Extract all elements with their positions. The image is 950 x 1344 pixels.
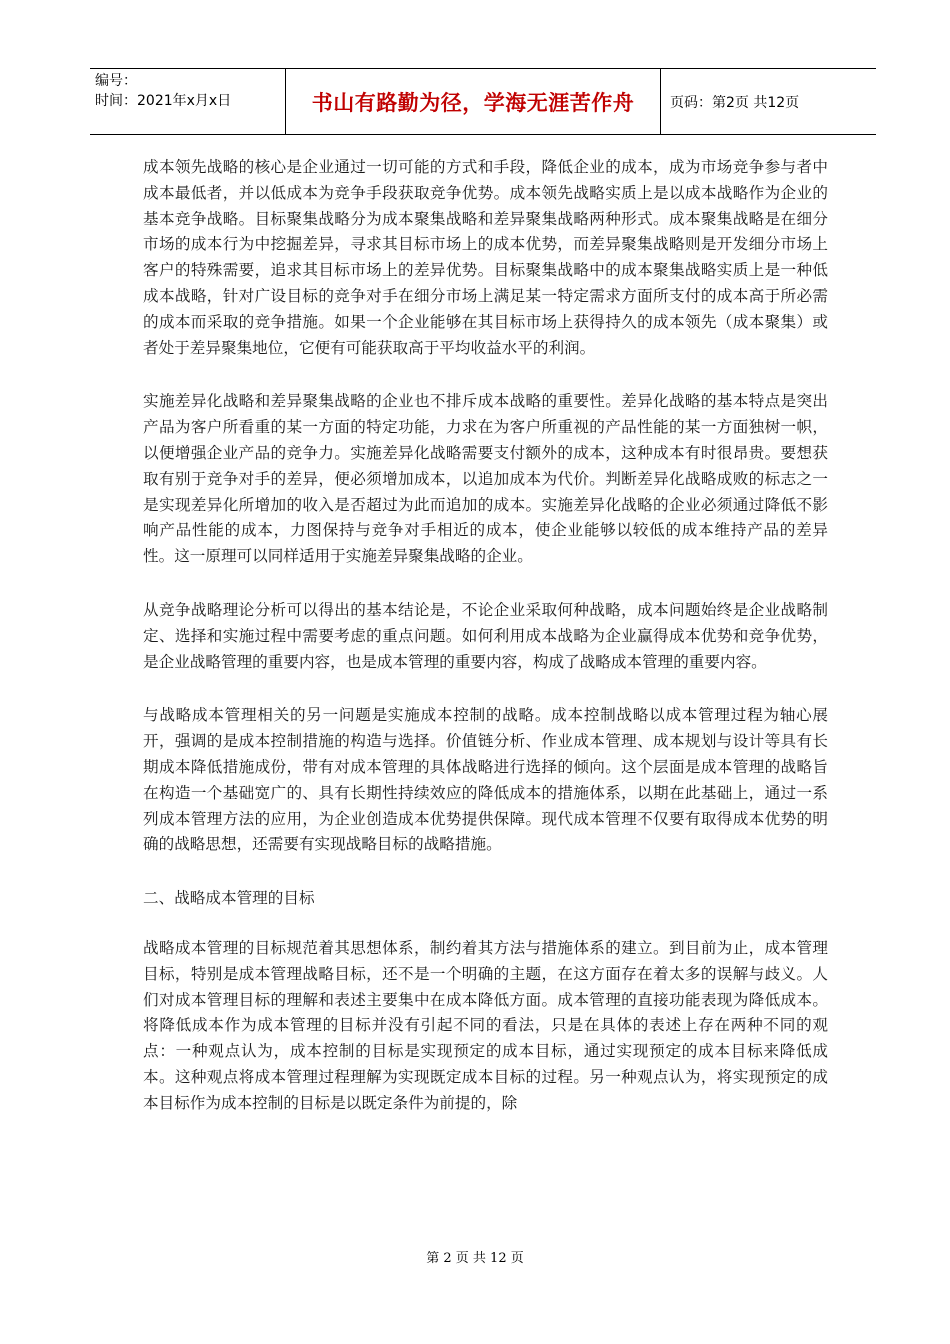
paragraph-5: 战略成本管理的目标规范着其思想体系，制约着其方法与措施体系的建立。到目前为止，成本管理目标，特别是成本管理战略目标，还不是一个明确的主题，在这方面存在着太多的误解与歧义。人们对成本管理目标的理解和表述主要集中在成本降低方面。成本管理的直接功能表现为降低成本。将降低成本作为成本管理的目标并没有引起不同的看法，只是在具体的表述上存在两种不同的观点：一种观点认为，成本控制的目标是实现预定的成本目标，通过实现预定的成本目标来降低成本。这种观点将成本管理过程理解为实现既定成本目标的过程。另一种观点认为，将实现预定的成本目标作为成本控制的目标是以既定条件为前提的，除 [143, 938, 828, 1112]
header-page-info: 页码：第2页 共12页 [670, 94, 800, 111]
header-motto: 书山有路勤为径，学海无涯苦作舟 [286, 69, 661, 134]
page-footer: 第 2 页 共 12 页 [426, 1251, 524, 1266]
paragraph-4: 与战略成本管理相关的另一问题是实施成本控制的战略。成本控制战略以成本管理过程为轴心展开，强调的是成本控制措施的构造与选择。价值链分析、作业成本管理、成本规划与设计等具有长期成本降低措施成份，带有对成本管理的具体战略进行选择的倾向。这个层面是成本管理的战略旨在构造一个基础宽广的、具有长期性持续效应的降低成本的措施体系，以期在此基础上，通过一系列成本管理方法的应用，为企业创造成本优势提供保障。现代成本管理不仅要有取得成本优势的明确的战略思想，还需要有实现战略目标的战略措施。 [143, 706, 828, 854]
page-header [90, 68, 876, 135]
paragraph-1: 成本领先战略的核心是企业通过一切可能的方式和手段，降低企业的成本，成为市场竞争参与者中成本最低者，并以低成本为竞争手段获取竞争优势。成本领先战略实质上是以成本战略作为企业的基本竞争战略。目标聚集战略分为成本聚集战略和差异聚集战略两种形式。成本聚集战略是在细分市场的成本行为中挖掘差异，寻求其目标市场上的成本优势，而差异聚集战略则是开发细分市场上客户的特殊需要，追求其目标市场上的差异优势。目标聚集战略中的成本聚集战略实质上是一种低成本战略，针对广设目标的竞争对手在细分市场上满足某一特定需求方面所支付的成本高于所必需的成本而采取的竞争措施。如果一个企业能够在其目标市场上获得持久的成本领先（成本聚集）或者处于差异聚集地位，它便有可能获取高于平均收益水平的利润。 [143, 158, 828, 357]
header-meta [90, 69, 286, 134]
section-heading: 二、战略成本管理的目标 [143, 889, 315, 908]
serial-label: 编号： [95, 73, 137, 89]
paragraph-3: 从竞争战略理论分析可以得出的基本结论是，不论企业采取何种战略，成本问题始终是企业战略制定、选择和实施过程中需要考虑的重点问题。如何利用成本战略为企业赢得成本优势和竞争优势，是企业战略管理的重要内容，也是成本管理的重要内容，构成了战略成本管理的重要内容。 [143, 600, 828, 671]
time-line: 时间：2021年x月x日 [95, 93, 232, 109]
paragraph-2: 实施差异化战略和差异聚集战略的企业也不排斥成本战略的重要性。差异化战略的基本特点是突出产品为客户所看重的某一方面的特定功能，力求在为客户所重视的产品性能的某一方面独树一帜，以便增强企业产品的竞争力。实施差异化战略需要支付额外的成本，这种成本有时很昂贵。要想获取有别于竞争对手的差异，便必须增加成本，以追加成本为代价。判断差异化战略成败的标志之一是实现差异化所增加的收入是否超过为此而追加的成本。实施差异化战略的企业必须通过降低不影响产品性能的成本，力图保持与竞争对手相近的成本，使企业能够以较低的成本维持产品的差异性。这一原理可以同样适用于实施差异聚集战略的企业。 [143, 392, 828, 566]
document-body [143, 155, 828, 1145]
